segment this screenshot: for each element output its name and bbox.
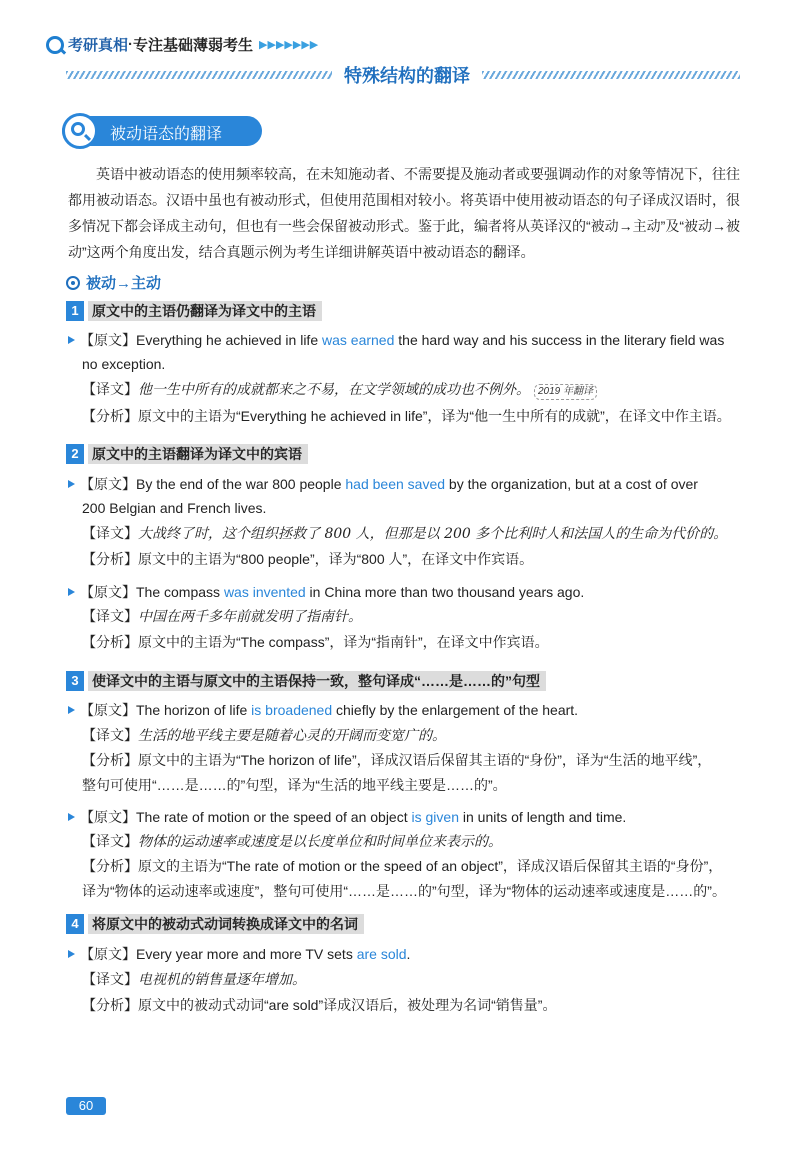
brand-slogan: 专注基础薄弱考生 <box>133 37 254 54</box>
translation-text: 生活的地平线主要是随着心灵的开阔而变宽广的。 <box>138 728 446 744</box>
label-source: 【原文】 <box>80 476 136 492</box>
rule-heading-3 <box>66 671 546 691</box>
passive-verb: is given <box>411 809 459 825</box>
analysis-text: 原文的主语为“The rate of motion or the speed of an object”，译成汉语后保留其主语的“身份”， <box>138 858 723 874</box>
label-analysis: 【分析】 <box>82 858 138 874</box>
translation-text: 物体的运动速率或速度是以长度单位和时间单位来表示的。 <box>138 834 502 850</box>
analysis-text: 原文中的主语为“The horizon of life”，译成汉语后保留其主语的“身份”，译为“生活的地平线”， <box>138 752 712 768</box>
source-text: The compass <box>136 584 224 600</box>
passive-verb: had been saved <box>345 476 446 492</box>
example-source <box>68 580 740 604</box>
rule-number: 4 <box>66 914 84 934</box>
source-text: in units of length and time. <box>458 809 627 825</box>
label-analysis: 【分析】 <box>82 997 138 1013</box>
example-source <box>68 472 740 496</box>
label-translation: 【译文】 <box>82 971 138 987</box>
source-text: The horizon of life <box>136 702 252 718</box>
rule-heading-4 <box>66 914 364 934</box>
exam-year-badge: 2019 年翻译 <box>534 384 597 400</box>
label-source: 【原文】 <box>80 584 136 600</box>
source-text: By the end of the war 800 people <box>136 476 346 492</box>
magnifier-icon <box>62 113 98 149</box>
analysis-continued: 整句可使用“……是……的”句型，译为“生活的地平线主要是……的”。 <box>82 777 507 793</box>
brand-name: 考研真相 <box>68 37 129 54</box>
label-translation: 【译文】 <box>82 608 138 624</box>
example-source <box>68 698 740 722</box>
example-analysis <box>82 630 742 654</box>
source-text: in China more than two thousand years ago. <box>305 584 585 600</box>
label-translation: 【译文】 <box>82 727 138 743</box>
bullet-arrow-icon <box>68 950 75 958</box>
analysis-text: 原文中的主语为“Everything he achieved in life”，译为“他一生中所有的成就”，在译文中作主语。 <box>138 408 731 424</box>
rule-text: 原文中的主语仍翻译为译文中的主语 <box>88 301 322 321</box>
analysis-continued: 译为“物体的运动速率或速度”，整句可使用“……是……的”句型，译为“物体的运动速率或速度是……的”。 <box>82 883 726 899</box>
intro-paragraph: 英语中被动语态的使用频率较高，在未知施动者、不需要提及施动者或要强调动作的对象等情况下，往往都用被动语态。汉语中虽也有被动形式，但使用范围相对较小。将英语中使用被动语态的句子译成汉语时，很多情况下都会译成主动句，但也有一些会保留被动形式。鉴于此，编者将从英译汉的“被动→主动”及“被动→被动”这两个角度出发，结合真题示例为考生详细讲解英语中被动语态的翻译。 <box>68 166 740 260</box>
label-analysis: 【分析】 <box>82 634 138 650</box>
section-title: 被动语态的翻译 <box>110 126 223 143</box>
translation-text: 中国在两千多年前就发明了指南针。 <box>138 609 362 625</box>
bullet-arrow-icon <box>68 480 75 488</box>
subheading <box>66 272 161 293</box>
label-source: 【原文】 <box>80 332 136 348</box>
rule-number: 3 <box>66 671 84 691</box>
search-logo-icon <box>46 36 64 54</box>
source-text: The rate of motion or the speed of an object <box>136 809 412 825</box>
example-analysis <box>82 748 742 772</box>
source-text: Every year more and more TV sets <box>136 946 357 962</box>
example-translation <box>82 377 742 402</box>
passive-verb: was invented <box>223 584 306 600</box>
label-source: 【原文】 <box>80 946 136 962</box>
example-translation <box>82 521 742 546</box>
label-analysis: 【分析】 <box>82 551 138 567</box>
rule-number: 1 <box>66 301 84 321</box>
example-translation <box>82 604 742 629</box>
analysis-text: 原文中的被动式动词“are sold”译成汉语后，被处理为名词“销售量”。 <box>138 997 557 1013</box>
source-text: the hard way and his success in the literary field was <box>394 332 725 348</box>
label-source: 【原文】 <box>80 809 136 825</box>
analysis-text: 原文中的主语为“The compass”，译为“指南针”，在译文中作宾语。 <box>138 634 549 650</box>
example-analysis <box>82 993 742 1017</box>
source-text: . <box>406 946 411 962</box>
rule-text: 使译文中的主语与原文中的主语保持一致，整句译成“……是……的”句型 <box>88 671 546 691</box>
example-translation <box>82 829 742 854</box>
label-analysis: 【分析】 <box>82 408 138 424</box>
brand-separator: · <box>128 36 134 53</box>
label-source: 【原文】 <box>80 702 136 718</box>
passive-verb: are sold <box>356 946 407 962</box>
label-analysis: 【分析】 <box>82 752 138 768</box>
target-circle-icon <box>66 276 80 290</box>
example-analysis <box>82 547 742 571</box>
example-source <box>68 942 740 966</box>
arrows-icon: ▶▶▶▶▶▶▶ <box>259 39 319 51</box>
example-source <box>68 328 740 352</box>
example-source <box>68 805 740 829</box>
rule-text: 将原文中的被动式动词转换成译文中的名词 <box>88 914 364 934</box>
chapter-title: 特殊结构的翻译 <box>344 66 470 86</box>
source-text: by the organization, but at a cost of over <box>445 476 698 492</box>
example-translation <box>82 967 742 992</box>
bullet-arrow-icon <box>68 706 75 714</box>
rule-heading-2 <box>66 444 308 464</box>
page-number: 60 <box>66 1097 106 1115</box>
header-divider-left <box>66 71 332 79</box>
brand-header <box>46 34 318 55</box>
example-analysis <box>82 404 742 428</box>
label-translation: 【译文】 <box>82 381 138 397</box>
source-text: chiefly by the enlargement of the heart. <box>332 702 579 718</box>
passive-verb: is broadened <box>251 702 333 718</box>
subheading-text: 被动→主动 <box>86 275 162 292</box>
rule-heading-1 <box>66 301 322 321</box>
label-translation: 【译文】 <box>82 833 138 849</box>
source-text: Everything he achieved in life <box>136 332 322 348</box>
translation-text: 电视机的销售量逐年增加。 <box>138 972 306 988</box>
analysis-text: 原文中的主语为“800 people”，译为“800 人”，在译文中作宾语。 <box>138 551 534 567</box>
header-divider-right <box>482 71 740 79</box>
example-source-continued: no exception. <box>82 356 166 372</box>
passive-verb: was earned <box>322 332 395 348</box>
rule-number: 2 <box>66 444 84 464</box>
example-translation <box>82 723 742 748</box>
translation-text: 他一生中所有的成就都来之不易，在文学领域的成功也不例外。 <box>138 382 530 398</box>
example-analysis <box>82 854 742 878</box>
bullet-arrow-icon <box>68 336 75 344</box>
example-source-continued: 200 Belgian and French lives. <box>82 500 267 516</box>
rule-text: 原文中的主语翻译为译文中的宾语 <box>88 444 308 464</box>
translation-text: 大战终了时，这个组织拯救了 800 人，但那是以 200 多个比利时人和法国人的生命为代价的。 <box>138 526 728 542</box>
bullet-arrow-icon <box>68 588 75 596</box>
bullet-arrow-icon <box>68 813 75 821</box>
label-translation: 【译文】 <box>82 525 138 541</box>
